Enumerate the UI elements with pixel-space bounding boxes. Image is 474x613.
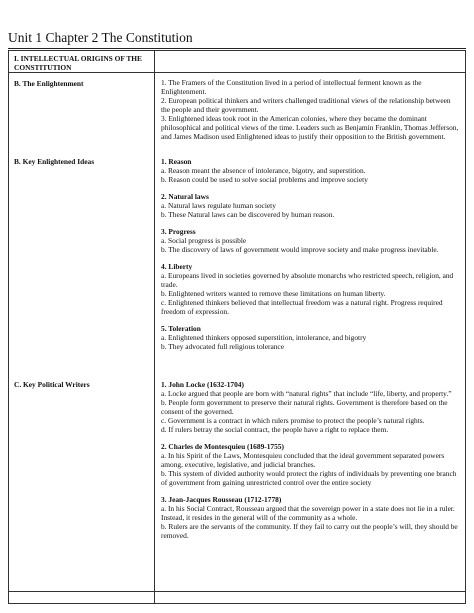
idea-item: b. The discovery of laws of government would improve society and make progress inevitable. — [161, 245, 439, 254]
idea-heading: 1. Reason — [161, 157, 192, 166]
writer-item: a. In his Spirit of the Laws, Montesquieu concluded that the ideal government separated powers among, executive, legislative, and judicial branches. — [161, 451, 445, 469]
row-label-political-writers: C. Key Political Writers — [14, 380, 90, 389]
writer-item: b. People form government to preserve their natural rights. Government is therefore based on the consent of the governed. — [161, 398, 448, 416]
enlightenment-point: 2. European political thinkers and writers challenged traditional views of the relationship between the people and their government. — [161, 96, 451, 114]
writer-item: b. This system of divided authority would protect the rights of individuals by preventing one branch of government from gaining unrestricted control over the entire society — [161, 469, 457, 487]
idea-item: b. Enlightened writers wanted to remove these limitations on human liberty. — [161, 289, 386, 298]
key-ideas-content — [161, 157, 461, 359]
idea-item: a. Europeans lived in societies governed by absolute monarchs who restricted speech, religion, and trade. — [161, 271, 454, 289]
row-label-key-ideas: B. Key Enlightened Ideas — [14, 157, 95, 166]
writer-item: c. Government is a contract in which rulers promise to protect the people’s natural rights. — [161, 416, 425, 425]
idea-heading: 5. Toleration — [161, 324, 201, 333]
writer-heading: 3. Jean-Jacques Rousseau (1712-1778) — [161, 495, 282, 504]
writer-item: d. If rulers betray the social contract, the people have a right to replace them. — [161, 425, 389, 434]
idea-heading: 2. Natural laws — [161, 192, 209, 201]
idea-liberty — [161, 262, 461, 316]
idea-item: b. Reason could be used to solve social problems and improve society — [161, 175, 368, 184]
section-heading: I. INTELLECTUAL ORIGINS OF THE CONSTITUTION — [14, 54, 142, 72]
idea-natural-laws — [161, 192, 461, 219]
idea-reason — [161, 157, 461, 184]
political-writers-content — [161, 380, 461, 548]
header-row-divider — [8, 72, 466, 73]
idea-item: a. Reason meant the absence of intolerance, bigotry, and superstition. — [161, 166, 366, 175]
idea-item: a. Natural laws regulate human society — [161, 201, 276, 210]
enlightenment-point: 1. The Framers of the Constitution lived in a period of intellectual ferment known as the Enlightenment. — [161, 78, 422, 96]
writer-locke — [161, 380, 461, 434]
idea-progress — [161, 227, 461, 254]
bottom-row-divider — [8, 591, 466, 592]
writer-item: a. In his Social Contract, Rousseau argued that the sovereign power in a state does not lie in a ruler. Instead, it resides in the general will of the community as a whole. — [161, 504, 455, 522]
idea-item: a. Social progress is possible — [161, 236, 247, 245]
idea-item: b. They advocated full religious tolerance — [161, 342, 284, 351]
page-title: Unit 1 Chapter 2 The Constitution — [8, 30, 193, 45]
idea-heading: 4. Liberty — [161, 262, 193, 271]
writer-montesquieu — [161, 442, 461, 487]
writer-heading: 2. Charles de Montesquieu (1689-1755) — [161, 442, 284, 451]
idea-item: b. These Natural laws can be discovered by human reason. — [161, 210, 335, 219]
idea-toleration — [161, 324, 461, 351]
column-divider — [154, 50, 155, 604]
idea-heading: 3. Progress — [161, 227, 196, 236]
enlightenment-point: 3. Enlightened ideas took root in the American colonies, where they became the dominant philosophical and political views of the time. Leaders such as Benjamin Franklin, Thomas Jefferson, and James Madison used Enlightened ideas to justify their opposition to the British government. — [161, 114, 459, 141]
row-label-enlightenment: B. The Enlightenment — [14, 79, 84, 88]
title-underline — [8, 48, 466, 49]
writer-rousseau — [161, 495, 461, 540]
writer-item: b. Rulers are the servants of the community. If they fail to carry out the people’s will, they should be removed. — [161, 522, 458, 540]
writer-item: a. Locke argued that people are born with “natural rights” that include “life, liberty, and property.” — [161, 389, 452, 398]
writer-heading: 1. John Locke (1632-1704) — [161, 380, 244, 389]
idea-item: a. Enlightened thinkers opposed superstition, intolerance, and bigotry — [161, 333, 367, 342]
idea-item: c. Enlightened thinkers believed that intellectual freedom was a natural right. Progress required freedom of expression. — [161, 298, 443, 316]
enlightenment-points — [161, 78, 461, 141]
